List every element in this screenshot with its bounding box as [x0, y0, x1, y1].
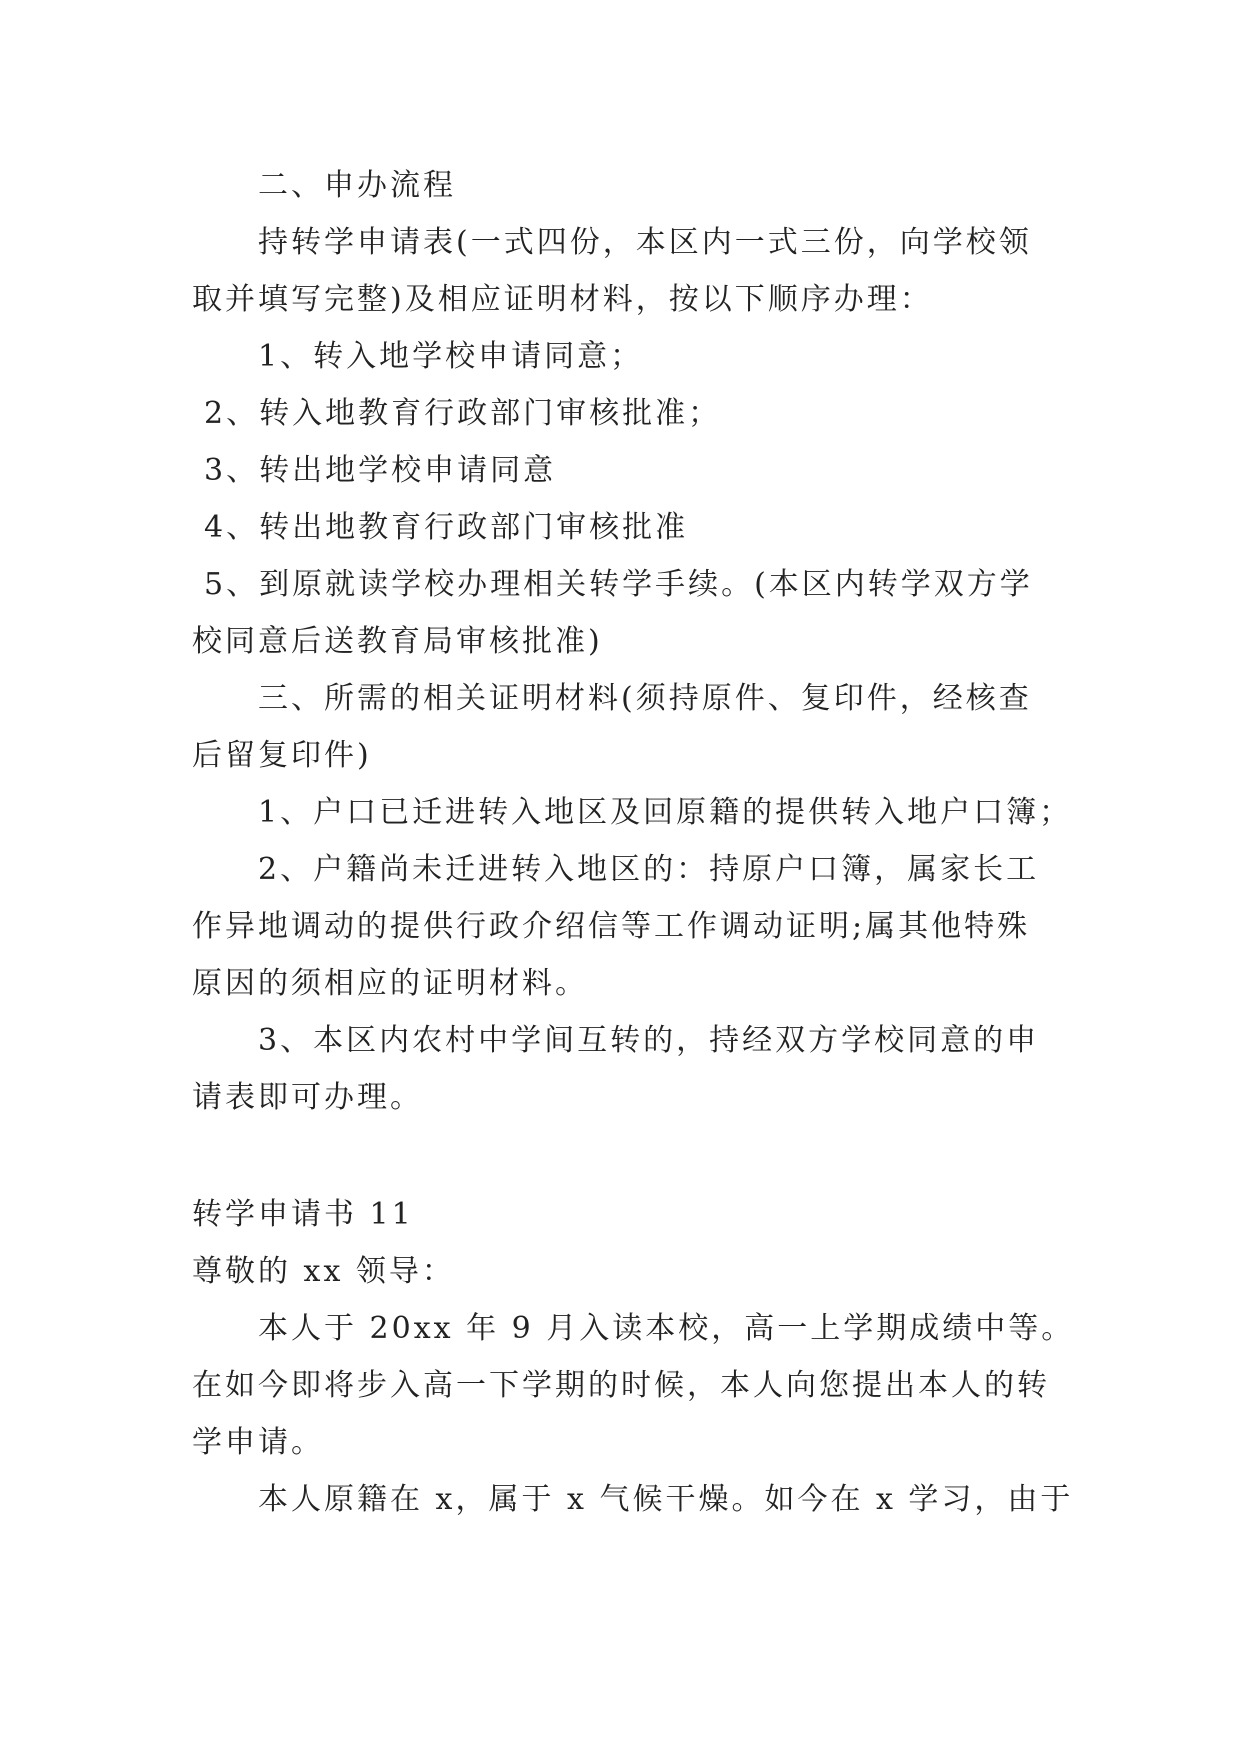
section2-heading: 二、申办流程	[258, 168, 456, 203]
letter-salutation: 尊敬的 xx 领导：	[192, 1254, 455, 1289]
letter-para1-line1: 本人于 20xx 年 9 月入读本校，高一上学期成绩中等。	[258, 1311, 1075, 1346]
step-5-continued: 校同意后送教育局审核批准)	[192, 624, 603, 659]
step-3: 3、转出地学校申请同意	[204, 453, 557, 488]
step-4: 4、转出地教育行政部门审核批准	[204, 510, 689, 545]
section3-item2-line2: 作异地调动的提供行政介绍信等工作调动证明;属其他特殊	[192, 909, 1031, 944]
section3-item3-line2: 请表即可办理。	[192, 1080, 423, 1115]
section3-heading-line2: 后留复印件)	[192, 738, 372, 773]
section3-heading-line1: 三、所需的相关证明材料(须持原件、复印件，经核查	[258, 681, 1032, 716]
letter-para1-line3: 学申请。	[192, 1425, 324, 1460]
section3-item2-line1: 2、户籍尚未迁进转入地区的：持原户口簿，属家长工	[258, 852, 1040, 887]
step-1: 1、转入地学校申请同意；	[258, 339, 644, 374]
section3-item2-line3: 原因的须相应的证明材料。	[192, 966, 588, 1001]
letter-para1-line2: 在如今即将步入高一下学期的时候，本人向您提出本人的转	[192, 1368, 1050, 1403]
section2-intro-line2: 取并填写完整)及相应证明材料，按以下顺序办理：	[192, 282, 933, 317]
letter-title: 转学申请书 11	[192, 1197, 414, 1232]
section2-intro-line1: 持转学申请表(一式四份，本区内一式三份，向学校领	[258, 225, 1032, 260]
step-5: 5、到原就读学校办理相关转学手续。(本区内转学双方学	[204, 567, 1033, 602]
section3-item1: 1、户口已迁进转入地区及回原籍的提供转入地户口簿；	[258, 795, 1073, 830]
section3-item3-line1: 3、本区内农村中学间互转的，持经双方学校同意的申	[258, 1023, 1040, 1058]
letter-para2-line1: 本人原籍在 x，属于 x 气候干燥。如今在 x 学习，由于	[258, 1482, 1074, 1517]
step-2: 2、转入地教育行政部门审核批准；	[204, 396, 722, 431]
